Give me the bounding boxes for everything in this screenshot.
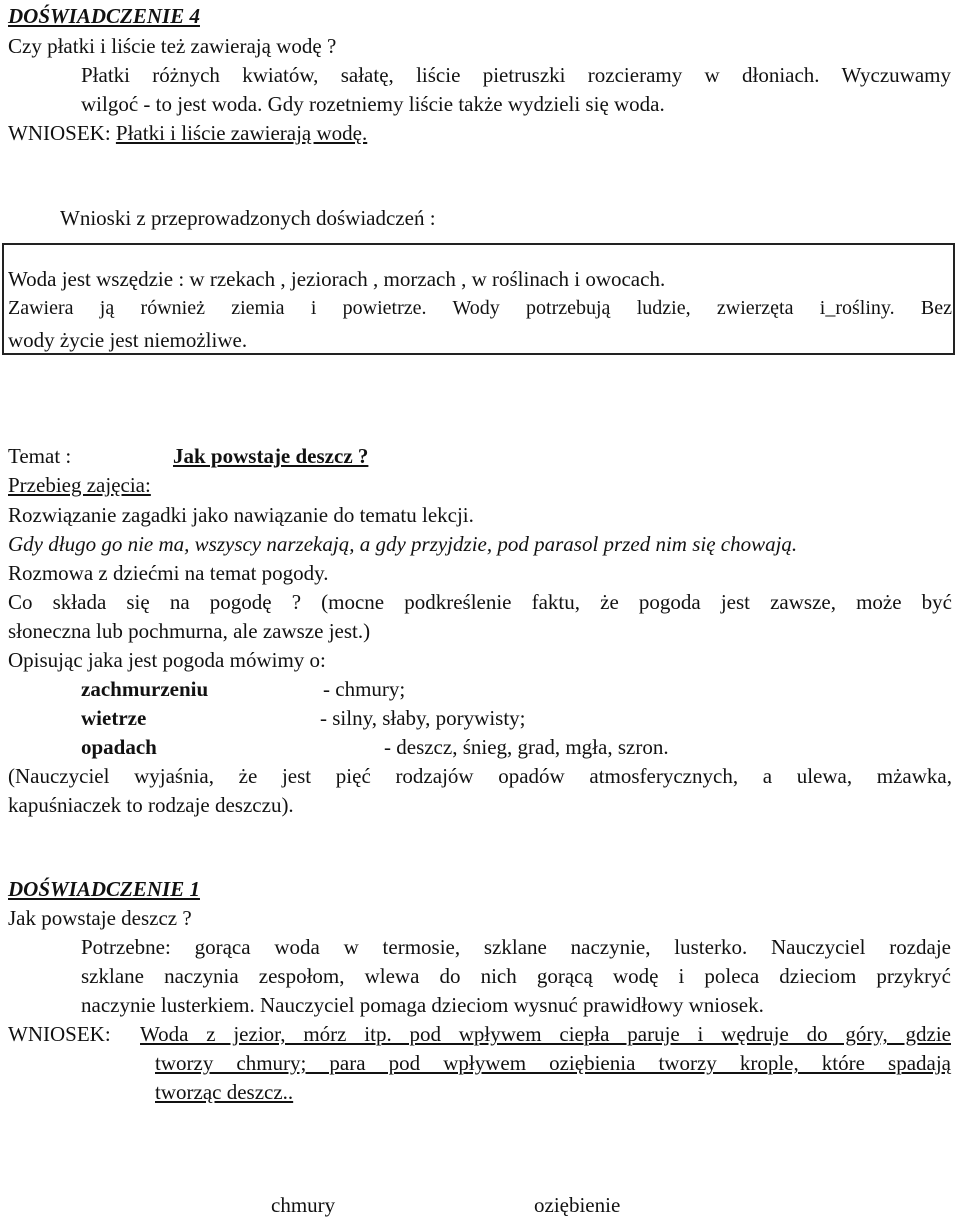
teacher-note-line2: kapuśniaczek to rodzaje deszczu). (8, 793, 294, 817)
exp1-desc-line2: szklane naczynia zespołom, wlewa do nich gorącą wodę i poleca dzieciom przykryć (81, 964, 951, 988)
exp1-conclusion-line1: Woda z jezior, mórz itp. pod wpływem ciepła paruje i wędruje do góry, gdzie (140, 1022, 951, 1046)
term-clouds: zachmurzeniu (81, 677, 209, 701)
exp1-question: Jak powstaje deszcz ? (8, 906, 192, 930)
exp1-conclusion-label: WNIOSEK: (8, 1022, 111, 1046)
exp1-heading: DOŚWIADCZENIE 1 (8, 877, 200, 901)
exp4-conclusion-label: WNIOSEK: (8, 121, 116, 145)
topic-label: Temat : (8, 444, 72, 468)
footer-label-cooling: oziębienie (534, 1193, 621, 1217)
exp1-desc-line1: Potrzebne: gorąca woda w termosie, szklane naczynie, lusterko. Nauczyciel rozdaje (81, 935, 951, 959)
exp1-desc-line3: naczynie lusterkiem. Nauczyciel pomaga dzieciom wysnuć prawidłowy wniosek. (81, 993, 764, 1017)
weather-question-line2: słoneczna lub pochmurna, ale zawsze jest.) (8, 619, 371, 643)
exp4-desc-line2: wilgoć - to jest woda. Gdy rozetniemy liście także wydzieli się woda. (81, 92, 665, 116)
footer-label-clouds: chmury (271, 1193, 336, 1217)
conclusions-line1: Woda jest wszędzie : w rzekach , jeziorach , morzach , w roślinach i owocach. (8, 267, 666, 291)
weather-describe: Opisując jaka jest pogoda mówimy o: (8, 648, 326, 672)
exp1-conclusion-line2: tworzy chmury; para pod wpływem oziębienia tworzy krople, które spadają (155, 1051, 951, 1075)
weather-talk: Rozmowa z dziećmi na temat pogody. (8, 561, 329, 585)
term-wind-desc: - silny, słaby, porywisty; (320, 706, 526, 730)
term-wind: wietrze (81, 706, 147, 730)
exp4-conclusion-text: Płatki i liście zawierają wodę. (115, 121, 368, 145)
weather-question-line1: Co składa się na pogodę ? (mocne podkreślenie faktu, że pogoda jest zawsze, może być (8, 590, 952, 614)
teacher-note-line1: (Nauczyciel wyjaśnia, że jest pięć rodzajów opadów atmosferycznych, a ulewa, mżawka, (8, 764, 952, 788)
exp4-conclusion (8, 121, 367, 145)
riddle-intro: Rozwiązanie zagadki jako nawiązanie do tematu lekcji. (8, 503, 474, 527)
exp4-heading: DOŚWIADCZENIE 4 (8, 4, 200, 28)
exp1-conclusion-line3: tworząc deszcz.. (155, 1080, 294, 1104)
conclusions-title: Wnioski z przeprowadzonych doświadczeń : (60, 206, 436, 230)
exp4-desc-line1: Płatki różnych kwiatów, sałatę, liście pietruszki rozcieramy w dłoniach. Wyczuwamy (81, 63, 951, 87)
conclusions-line3: wody życie jest niemożliwe. (8, 328, 248, 352)
term-clouds-desc: - chmury; (323, 677, 406, 701)
riddle-text: Gdy długo go nie ma, wszyscy narzekają, a gdy przyjdzie, pod parasol przed nim się chowają. (8, 532, 798, 556)
course-label: Przebieg zajęcia: (8, 473, 151, 497)
conclusions-line2: Zawiera ją również ziemia i powietrze. Wody potrzebują ludzie, zwierzęta i_rośliny. Bez (8, 297, 952, 319)
term-precipitation: opadach (81, 735, 157, 759)
term-precipitation-desc: - deszcz, śnieg, grad, mgła, szron. (384, 735, 669, 759)
topic-title: Jak powstaje deszcz ? (173, 444, 369, 468)
exp4-question: Czy płatki i liście też zawierają wodę ? (8, 34, 337, 58)
